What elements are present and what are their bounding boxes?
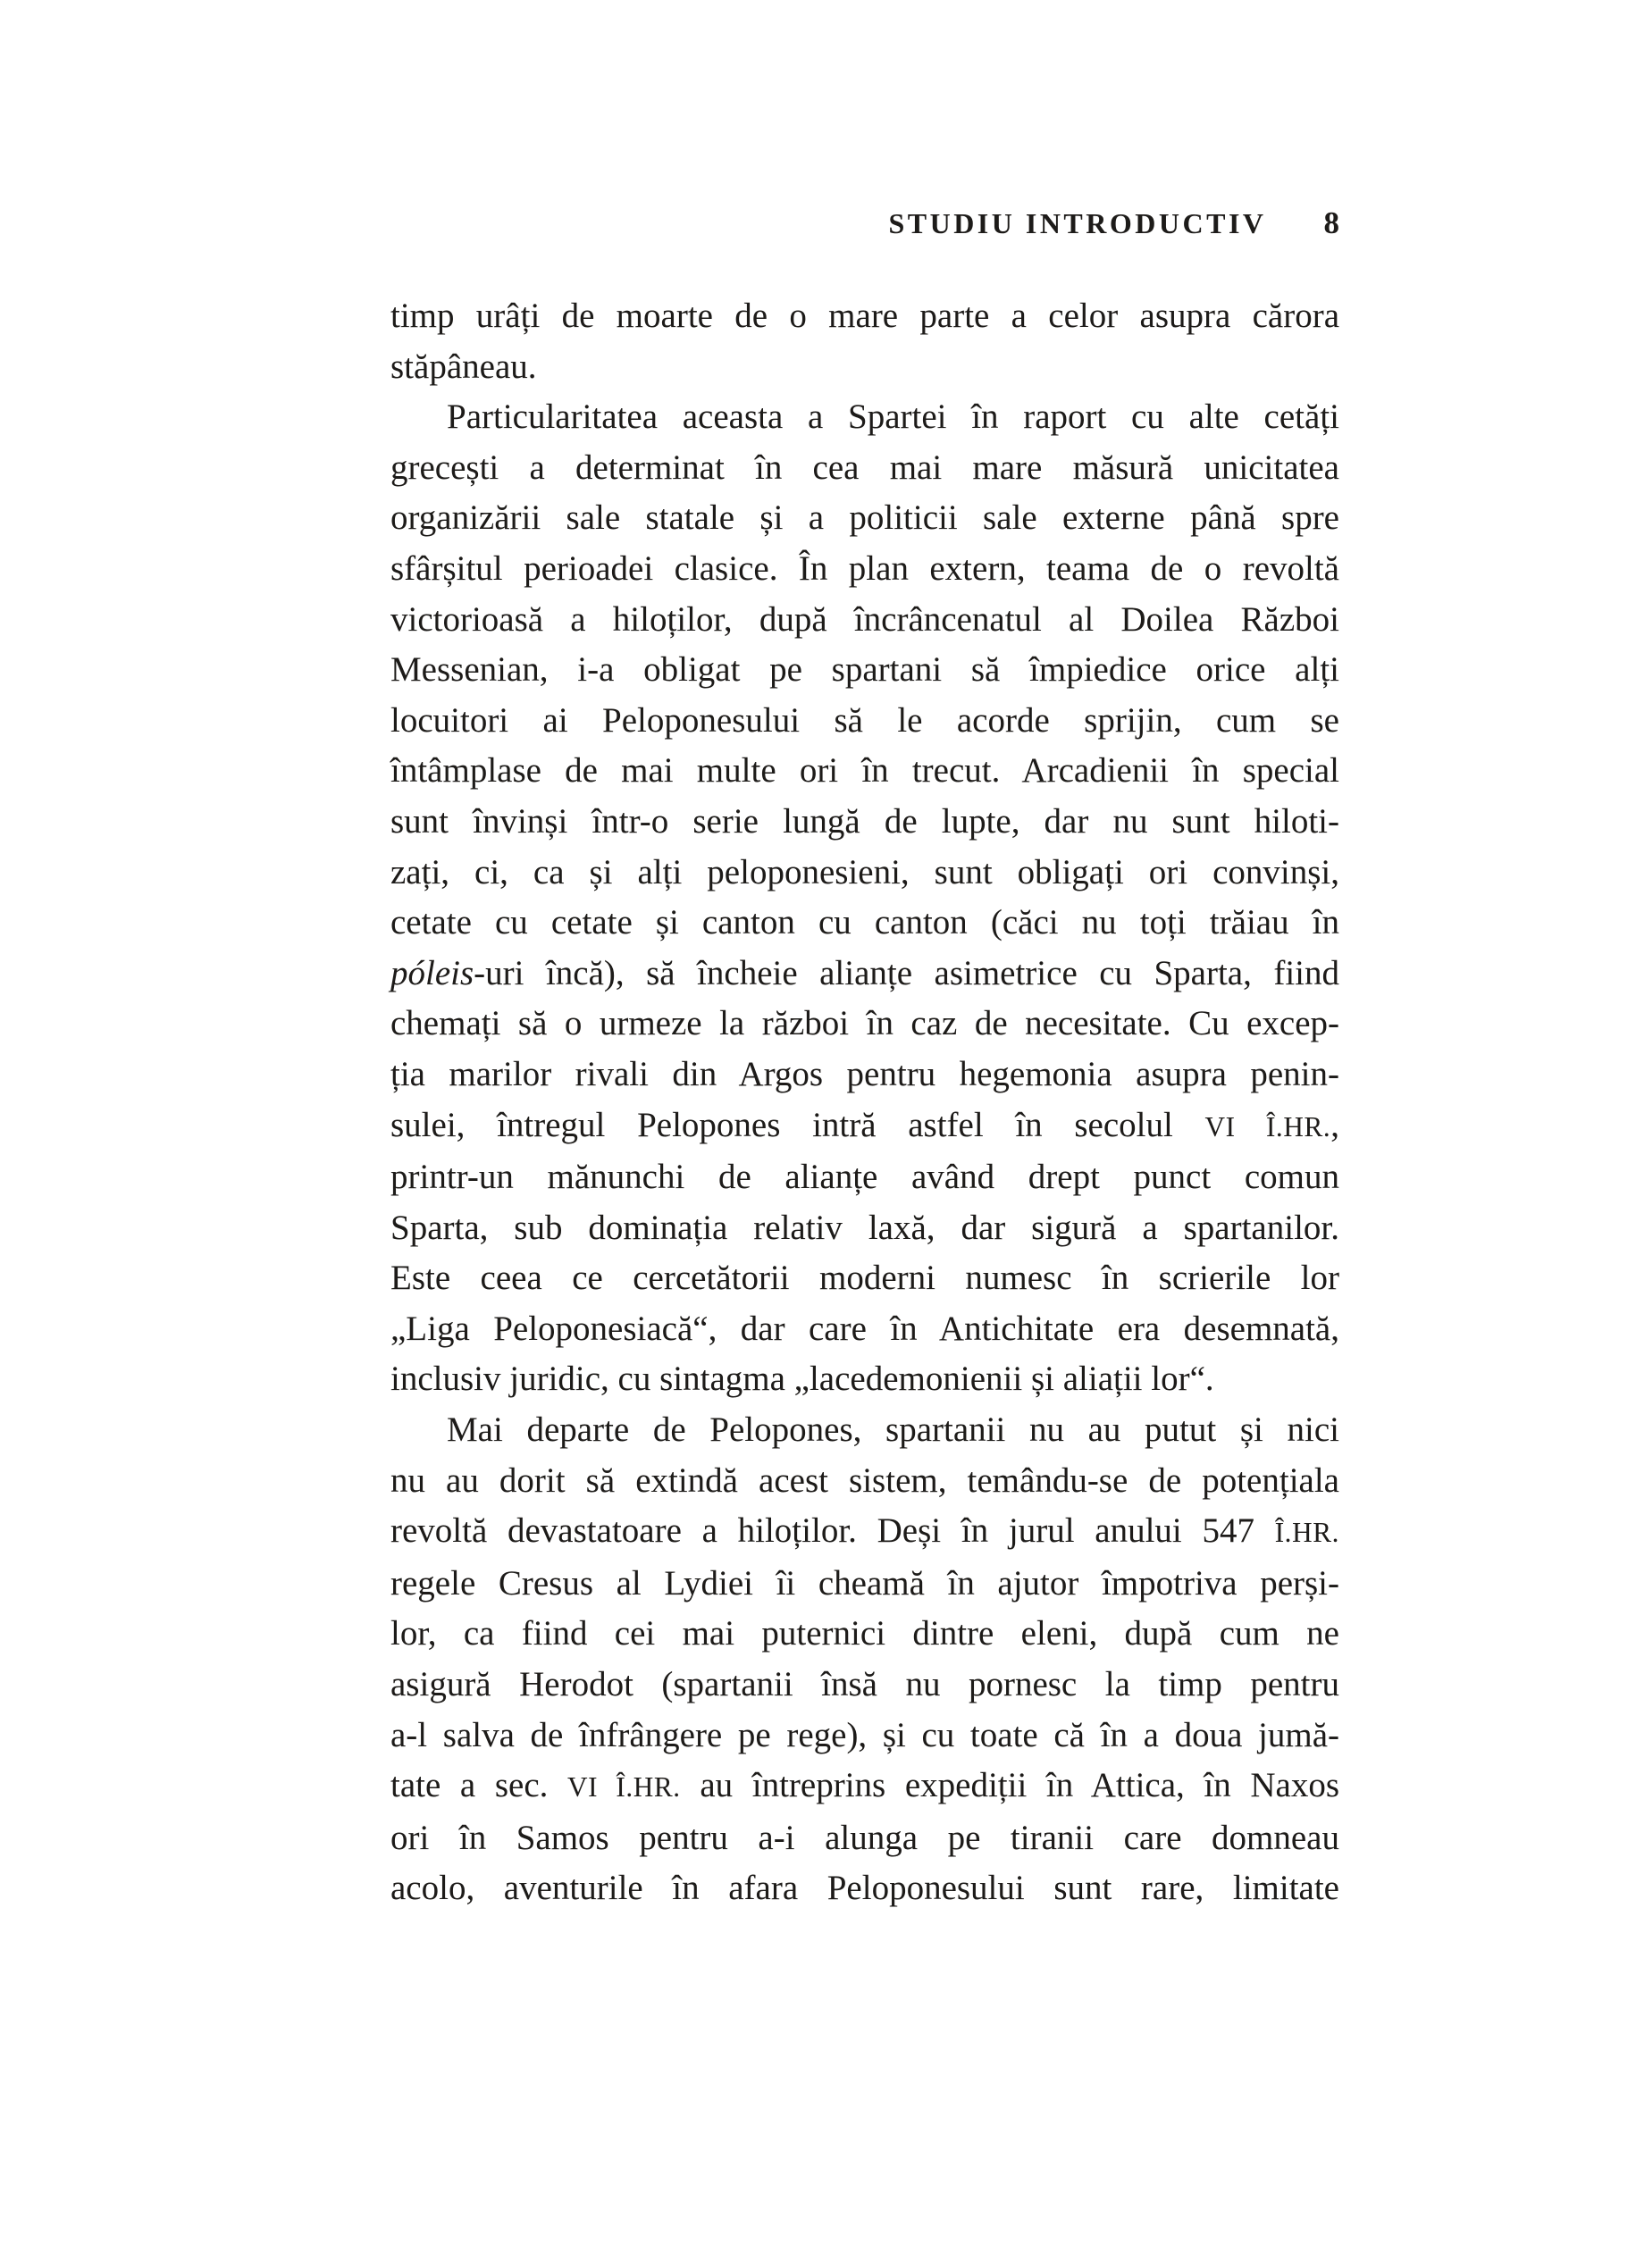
text-line: [390, 342, 1339, 393]
small-caps-date: VI Î.HR.: [567, 1771, 681, 1804]
text-line: [390, 1203, 1339, 1254]
text-segment: Este ceea ce cercetătorii moderni numesc în scrierile lor: [390, 1259, 1339, 1298]
text-segment: „Liga Peloponesiacă“, dar care în Antichitate era desemnată,: [390, 1309, 1339, 1348]
text-line: [390, 1354, 1339, 1405]
page-header: [390, 205, 1339, 241]
text-segment: stăpâneau.: [390, 347, 537, 386]
text-segment: printr-un mănunchi de alianțe având drept punct comun: [390, 1158, 1339, 1197]
text-line: [390, 898, 1339, 949]
text-line: [390, 645, 1339, 696]
text-segment: timp urâți de moarte de o mare parte a celor asupra cărora: [390, 297, 1339, 335]
text-line: [390, 1253, 1339, 1304]
text-line: [390, 291, 1339, 342]
text-line: [390, 443, 1339, 494]
text-segment: Mai departe de Pelopones, spartanii nu au putut și nici: [447, 1410, 1339, 1450]
text-line: [390, 696, 1339, 747]
text-segment: nu au dorit să extindă acest sistem, temându-se de potențiala: [390, 1460, 1339, 1500]
text-line: [390, 746, 1339, 797]
text-segment: lor, ca fiind cei mai puternici dintre eleni, după cum ne: [390, 1614, 1339, 1653]
text-line: [390, 1152, 1339, 1203]
text-segment: organizării sale statale și a politicii sale externe până spre: [390, 498, 1339, 538]
text-segment: Particularitatea aceasta a Spartei în raport cu alte cetăți: [447, 398, 1339, 437]
text-line: [390, 1761, 1339, 1813]
text-segment: acolo, aventurile în afara Peloponesului sunt rare, limitate: [390, 1869, 1339, 1908]
text-line: [390, 1050, 1339, 1101]
text-line: [390, 1609, 1339, 1660]
text-segment: -uri încă), să încheie alianțe asimetrice cu Sparta, fiind: [474, 953, 1339, 992]
text-line: [390, 595, 1339, 646]
italic-term: póleis: [390, 953, 474, 992]
text-segment: a-l salva de înfrângere pe rege), și cu toate că în a doua jumă-: [390, 1715, 1339, 1754]
text-segment: locuitori ai Peloponesului să le acorde sprijin, cum se: [390, 700, 1339, 740]
text-line: [390, 1863, 1339, 1914]
text-segment: ția marilor rivali din Argos pentru hegemonia asupra penin-: [390, 1054, 1339, 1093]
text-segment: Sparta, sub dominația relativ laxă, dar sigură a spartanilor.: [390, 1208, 1339, 1247]
text-line: [390, 797, 1339, 848]
text-segment: Messenian, i-a obligat pe spartani să împiedice orice alți: [390, 650, 1339, 690]
text-line: [390, 392, 1339, 443]
text-line: [390, 1405, 1339, 1456]
text-line: [390, 1660, 1339, 1711]
text-segment: victorioasă a hiloților, după încrâncenatul al Doilea Război: [390, 599, 1339, 639]
text-segment: asigură Herodot (spartanii însă nu pornesc la timp pentru: [390, 1665, 1339, 1704]
text-segment: regele Cresus al Lydiei îi cheamă în ajutor împotriva perși-: [390, 1563, 1339, 1603]
small-caps-date: Î.HR.: [1274, 1517, 1339, 1549]
text-segment: inclusiv juridic, cu sintagma „lacedemonienii și aliații lor“.: [390, 1360, 1214, 1399]
text-segment: întâmplase de mai multe ori în trecut. Arcadienii în special: [390, 751, 1339, 791]
text-segment: sulei, întregul Pelopones intră astfel în secolul: [390, 1105, 1205, 1144]
text-line: [390, 1456, 1339, 1507]
text-segment: tate a sec.: [390, 1766, 568, 1805]
text-line: [390, 493, 1339, 544]
text-line: [390, 949, 1339, 1000]
text-segment: ,: [1330, 1105, 1340, 1144]
text-line: [390, 848, 1339, 899]
text-line: [390, 1711, 1339, 1762]
text-line: [390, 1559, 1339, 1610]
text-line: [390, 544, 1339, 595]
text-segment: sfârșitul perioadei clasice. În plan extern, teama de o revoltă: [390, 548, 1339, 588]
small-caps-date: VI Î.HR.: [1204, 1110, 1331, 1142]
text-segment: au întreprins expediții în Attica, în Naxos: [680, 1766, 1340, 1805]
text-segment: zați, ci, ca și alți peloponesieni, sunt obligați ori convinși,: [390, 852, 1339, 891]
text-segment: revoltă devastatoare a hiloților. Deși în jurul anului 547: [390, 1511, 1275, 1551]
text-line: [390, 999, 1339, 1050]
text-segment: cetate cu cetate și canton cu canton (căci nu toți trăiau în: [390, 903, 1339, 942]
text-segment: sunt învinși într-o serie lungă de lupte, dar nu sunt hiloti-: [390, 801, 1339, 841]
text-segment: chemați să o urmeze la război în caz de necesitate. Cu excep-: [390, 1004, 1339, 1043]
text-segment: ori în Samos pentru a-i alunga pe tiranii care domneau: [390, 1818, 1339, 1857]
page-number: 8: [1323, 205, 1339, 240]
running-title: STUDIU INTRODUCTIV: [888, 207, 1267, 239]
body-text: [390, 291, 1339, 1914]
text-segment: grecești a determinat în cea mai mare măsură unicitatea: [390, 448, 1339, 487]
text-line: [390, 1101, 1339, 1153]
text-line: [390, 1304, 1339, 1355]
text-line: [390, 1506, 1339, 1559]
text-line: [390, 1813, 1339, 1864]
